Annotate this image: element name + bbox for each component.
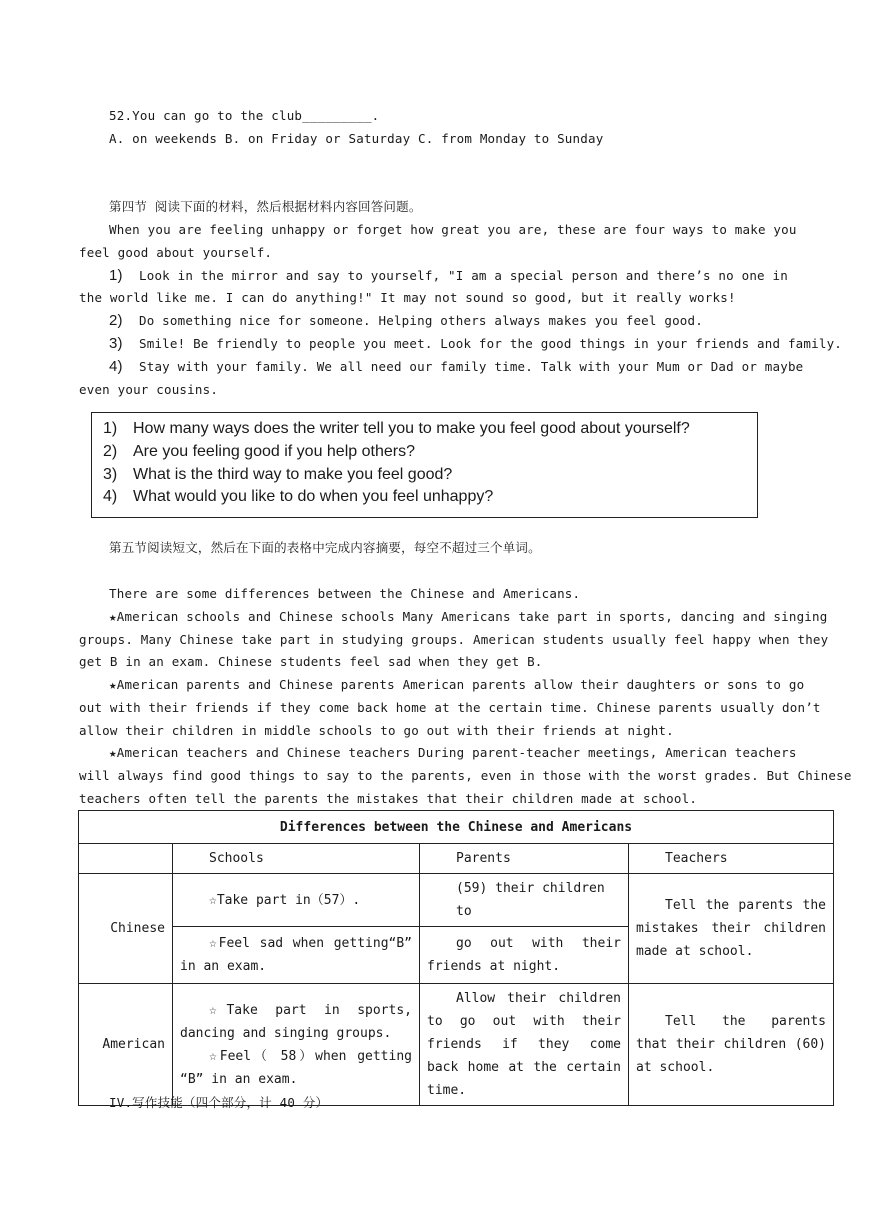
item-number: 3) — [109, 335, 123, 352]
question-item — [103, 488, 493, 506]
item-number: 4) — [109, 358, 123, 375]
american-schools-text: ☆Take part in sports, dancing and singing groups. — [180, 1002, 412, 1041]
paragraph-parents: ★American parents and Chinese parents American parents allow their daughters or sons to go — [109, 677, 805, 692]
q52-options: A. on weekends B. on Friday or Saturday C. from Monday to Sunday — [109, 131, 604, 146]
chinese-parents-cell: go out with their friends at night. — [420, 927, 629, 984]
question-text: What would you like to do when you feel unhappy? — [133, 488, 494, 505]
item-text-cont: even your cousins. — [79, 382, 219, 397]
answer-blank-60[interactable]: Tell the parents that their children (60) at school. — [629, 984, 834, 1106]
paragraph-teachers-cont: will always find good things to say to the parents, even in those with the worst grades. But Chinese — [79, 768, 852, 783]
question-text: Are you feeling good if you help others? — [133, 443, 415, 460]
list-item — [109, 311, 703, 331]
item-number: 2) — [109, 312, 123, 329]
question-number: 3) — [103, 466, 118, 483]
item-text: Stay with your family. We all need our family time. Talk with your Mum or Dad or maybe — [139, 359, 804, 374]
item-number: 1) — [109, 267, 123, 284]
item-text: Do something nice for someone. Helping others always makes you feel good. — [139, 313, 703, 328]
paragraph-schools: ★American schools and Chinese schools Many Americans take part in sports, dancing and singing — [109, 609, 828, 624]
paragraph-schools-cont: get B in an exam. Chinese students feel sad when they get B. — [79, 654, 543, 669]
chinese-teachers-cell: Tell the parents the mistakes their children made at school. — [629, 874, 834, 984]
paragraph-teachers: ★American teachers and Chinese teachers During parent-teacher meetings, American teachers — [109, 745, 797, 760]
list-item — [109, 334, 842, 354]
section-iv-heading: IV.写作技能（四个部分，计 40 分） — [109, 1095, 329, 1110]
table-title: Differences between the Chinese and Americans — [79, 811, 834, 844]
section5-intro: There are some differences between the Chinese and Americans. — [109, 586, 581, 601]
list-item — [109, 357, 803, 377]
paragraph-parents-cont: out with their friends if they come back home at the certain time. Chinese parents usually don’t — [79, 700, 821, 715]
question-item — [103, 443, 415, 461]
answer-blank-58[interactable]: ☆Feel（ 58）when getting “B” in an exam. — [180, 1048, 412, 1087]
q52-question: 52.You can go to the club_________. — [109, 108, 380, 123]
question-number: 1) — [103, 420, 118, 437]
differences-table — [78, 810, 834, 1106]
question-item — [103, 420, 690, 438]
paragraph-parents-cont: allow their children in middle schools to go out with their friends at night. — [79, 723, 674, 738]
american-parents-cell: Allow their children to go out with their friends if they come back home at the certain time. — [420, 984, 629, 1106]
header-blank — [79, 844, 173, 874]
answer-blank-59[interactable]: (59) their children to — [420, 874, 629, 927]
item-text: Look in the mirror and say to yourself, "I am a special person and there’s no one in — [139, 268, 788, 283]
question-text: What is the third way to make you feel good? — [133, 466, 453, 483]
list-item — [109, 266, 788, 286]
american-schools-cell — [173, 984, 420, 1106]
paragraph-teachers-cont: teachers often tell the parents the mistakes that their children made at school. — [79, 791, 698, 806]
question-number: 2) — [103, 443, 118, 460]
question-text: How many ways does the writer tell you to make you feel good about yourself? — [133, 420, 690, 437]
row-label-american: American — [79, 984, 173, 1106]
item-text-cont: the world like me. I can do anything!" It may not sound so good, but it really works! — [79, 290, 736, 305]
section4-intro-cont: feel good about yourself. — [79, 245, 273, 260]
header-schools: Schools — [173, 844, 420, 874]
header-parents: Parents — [420, 844, 629, 874]
chinese-schools-cell: ☆Feel sad when getting“B” in an exam. — [173, 927, 420, 984]
question-item — [103, 466, 452, 484]
section4-intro: When you are feeling unhappy or forget how great you are, these are four ways to make you — [109, 222, 797, 237]
answer-blank-57[interactable]: ☆Take part in（57）. — [173, 874, 420, 927]
row-label-chinese: Chinese — [79, 874, 173, 984]
section4-heading: 第四节 阅读下面的材料，然后根据材料内容回答问题。 — [109, 199, 422, 214]
question-number: 4) — [103, 488, 118, 505]
paragraph-schools-cont: groups. Many Chinese take part in studying groups. American students usually feel happy when they — [79, 632, 829, 647]
questions-box — [91, 412, 758, 518]
section5-heading: 第五节阅读短文，然后在下面的表格中完成内容摘要，每空不超过三个单词。 — [109, 540, 541, 555]
header-teachers: Teachers — [629, 844, 834, 874]
item-text: Smile! Be friendly to people you meet. Look for the good things in your friends and family. — [139, 336, 843, 351]
